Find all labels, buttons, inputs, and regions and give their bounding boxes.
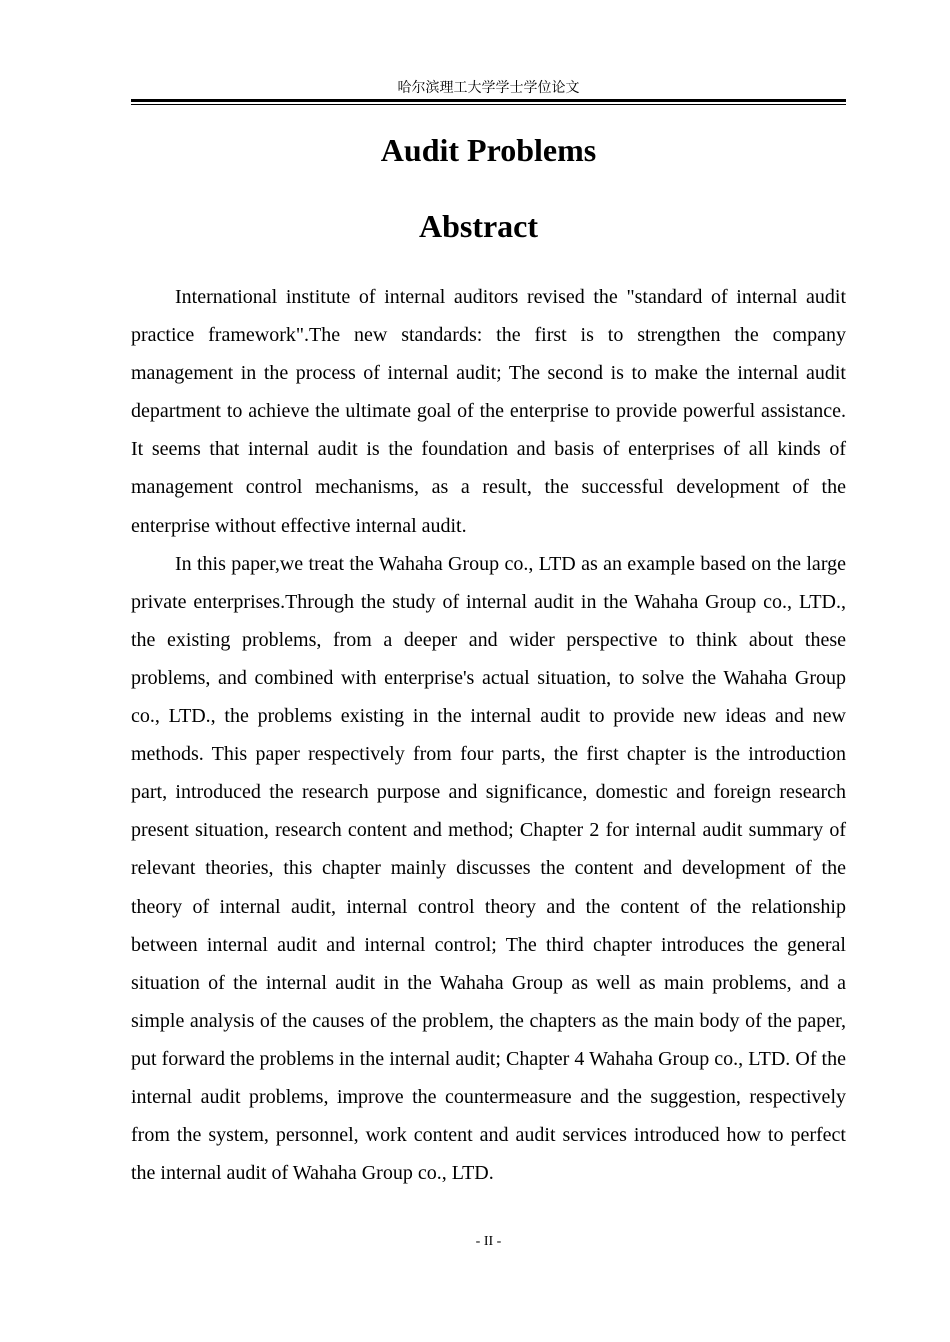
abstract-paragraph-1: International institute of internal auditors revised the "standard of internal audit practice framework".The new standards: the first is to strengthen the company management in the process of internal audit; The second is to make the internal audit department to achieve the ultimate goal of the enterprise to provide powerful assistance. It seems that internal audit is the foundation and basis of enterprises of all kinds of management control mechanisms, as a result, the successful development of the enterprise without effective internal audit. [131, 286, 846, 537]
header-rule-thin [131, 104, 846, 105]
page-header: 哈尔滨理工大学学士学位论文 [397, 80, 580, 96]
abstract-paragraph-2: In this paper,we treat the Wahaha Group co., LTD as an example based on the large private enterprises.Through the study of internal audit in the Wahaha Group co., LTD., the existing problems, from a deeper and wider perspective to think about these problems, and combined with enterprise's actual situation, to solve the Wahaha Group co., LTD., the problems existing in the internal audit to provide new ideas and new methods. This paper respectively from four parts, the first chapter is the introduction part, introduced the research purpose and significance, domestic and foreign research present situation, research content and method; Chapter 2 for internal audit summary of relevant theories, this chapter mainly discusses the content and development of the theory of internal audit, internal control theory and the content of the relationship between internal audit and internal control; The third chapter introduces the general situation of the internal audit in the Wahaha Group as well as main problems, and a simple analysis of the causes of the problem, the chapters as the main body of the paper, put forward the problems in the internal audit; Chapter 4 Wahaha Group co., LTD. Of the internal audit problems, improve the countermeasure and the suggestion, respectively from the system, personnel, work content and audit services introduced how to perfect the internal audit of Wahaha Group co., LTD. [131, 552, 846, 1185]
abstract-heading: Abstract [418, 208, 539, 244]
abstract-body [131, 278, 846, 1192]
header-rule-thick [131, 99, 846, 102]
page-number: - II - [475, 1234, 502, 1249]
document-title: Audit Problems [380, 132, 597, 168]
